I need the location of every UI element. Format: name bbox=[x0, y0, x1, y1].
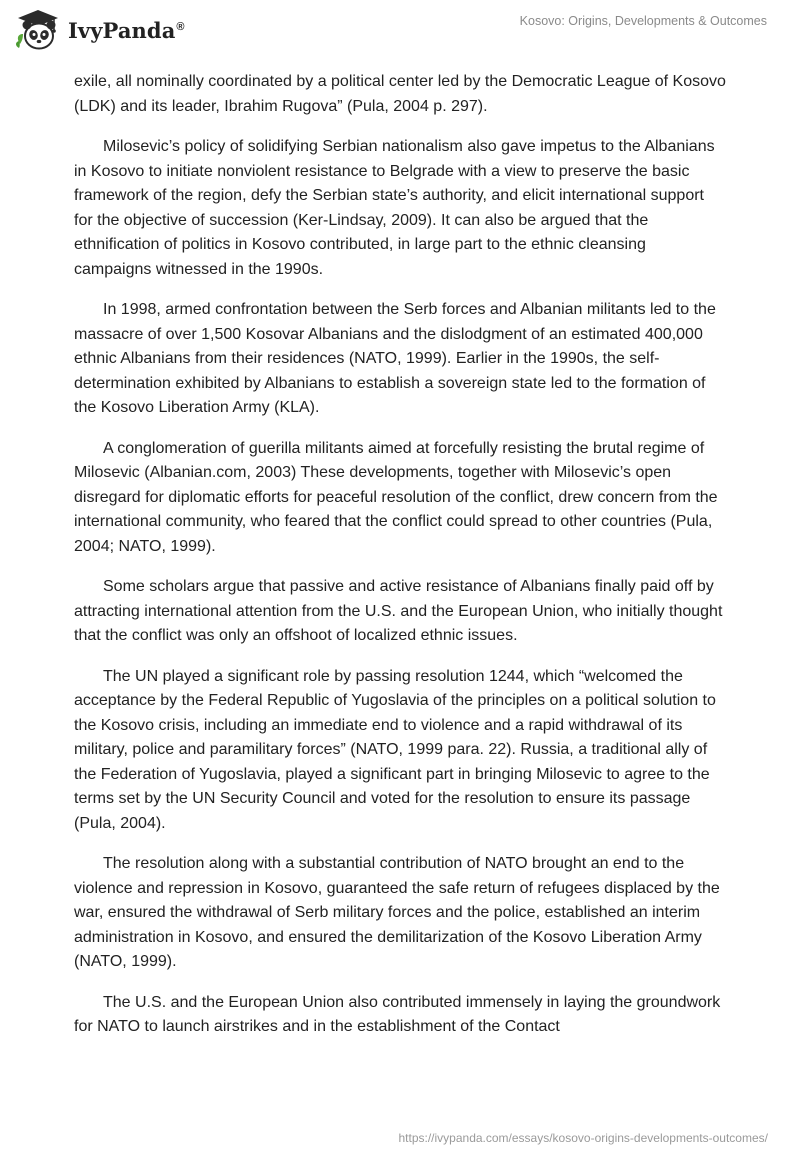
paragraph: In 1998, armed confrontation between the Serb forces and Albanian militants led to the massacre of over 1,500 Kosovar Albanians and the dislodgment of an estimated 400,000 ethnic Albanians from their residences (NATO, 1999). Earlier in the 1990s, the self-determination exhibited by Albanians to establish a sovereign state led to the formation of the Kosovo Liberation Army (KLA). bbox=[74, 301, 716, 416]
panda-graduate-icon bbox=[14, 8, 62, 52]
brand-name: IvyPanda® bbox=[68, 17, 185, 43]
paragraph: exile, all nominally coordinated by a political center led by the Democratic League of Kosovo (LDK) and its leader, Ibrahim Rugova” (Pula, 2004 p. 297). bbox=[74, 73, 726, 115]
document-title: Kosovo: Origins, Developments & Outcomes bbox=[519, 14, 767, 28]
paragraph: The UN played a significant role by passing resolution 1244, which “welcomed the acceptance by the Federal Republic of Yugoslavia of the principles on a political solution to the Kosovo crisis, including an immediate end to violence and a rapid withdrawal of its military, police and paramilitary forces” (NATO, 1999 para. 22). Russia, a traditional ally of the Federation of Yugoslavia, played a significant part in bringing Milosevic to agree to the terms set by the UN Security Council and voted for the resolution to ensure its passage (Pula, 2004). bbox=[74, 667, 716, 832]
paragraph: A conglomeration of guerilla militants aimed at forcefully resisting the brutal regime of Milosevic (Albanian.com, 2003) These developments, together with Milosevic’s open disregard for diplomatic efforts for peaceful resolution of the conflict, drew concern from the international community, who feared that the conflict could spread to other countries (Pula, 2004; NATO, 1999). bbox=[74, 439, 718, 555]
paragraph: Some scholars argue that passive and active resistance of Albanians finally paid off by attracting international attention from the U.S. and the European Union, who initially thought that the conflict was only an offshoot of localized ethnic issues. bbox=[74, 578, 723, 644]
registered-mark: ® bbox=[176, 20, 185, 33]
paragraph: Milosevic’s policy of solidifying Serbian nationalism also gave impetus to the Albanians in Kosovo to initiate nonviolent resistance to Belgrade with a view to preserve the basic framework of the region, defy the Serbian state’s authority, and elicit international support for the objective of succession (Ker-Lindsay, 2009). It can also be argued that the ethnification of politics in Kosovo contributed, in large part to the ethnic cleansing campaigns witnessed in the 1990s. bbox=[74, 138, 715, 278]
essay-body bbox=[74, 70, 726, 1056]
paragraph: The resolution along with a substantial contribution of NATO brought an end to the violence and repression in Kosovo, guaranteed the safe return of refugees displaced by the war, ensured the withdrawal of Serb military forces and the police, established an interim administration in Kosovo, and ensured the demilitarization of the Kosovo Liberation Army (NATO, 1999). bbox=[74, 855, 720, 970]
ivypanda-logo[interactable] bbox=[14, 8, 185, 52]
source-url[interactable]: https://ivypanda.com/essays/kosovo-origins-developments-outcomes/ bbox=[398, 1131, 768, 1145]
page-header bbox=[0, 0, 800, 70]
paragraph: The U.S. and the European Union also contributed immensely in laying the groundwork for NATO to launch airstrikes and in the establishment of the Contact bbox=[74, 993, 721, 1035]
